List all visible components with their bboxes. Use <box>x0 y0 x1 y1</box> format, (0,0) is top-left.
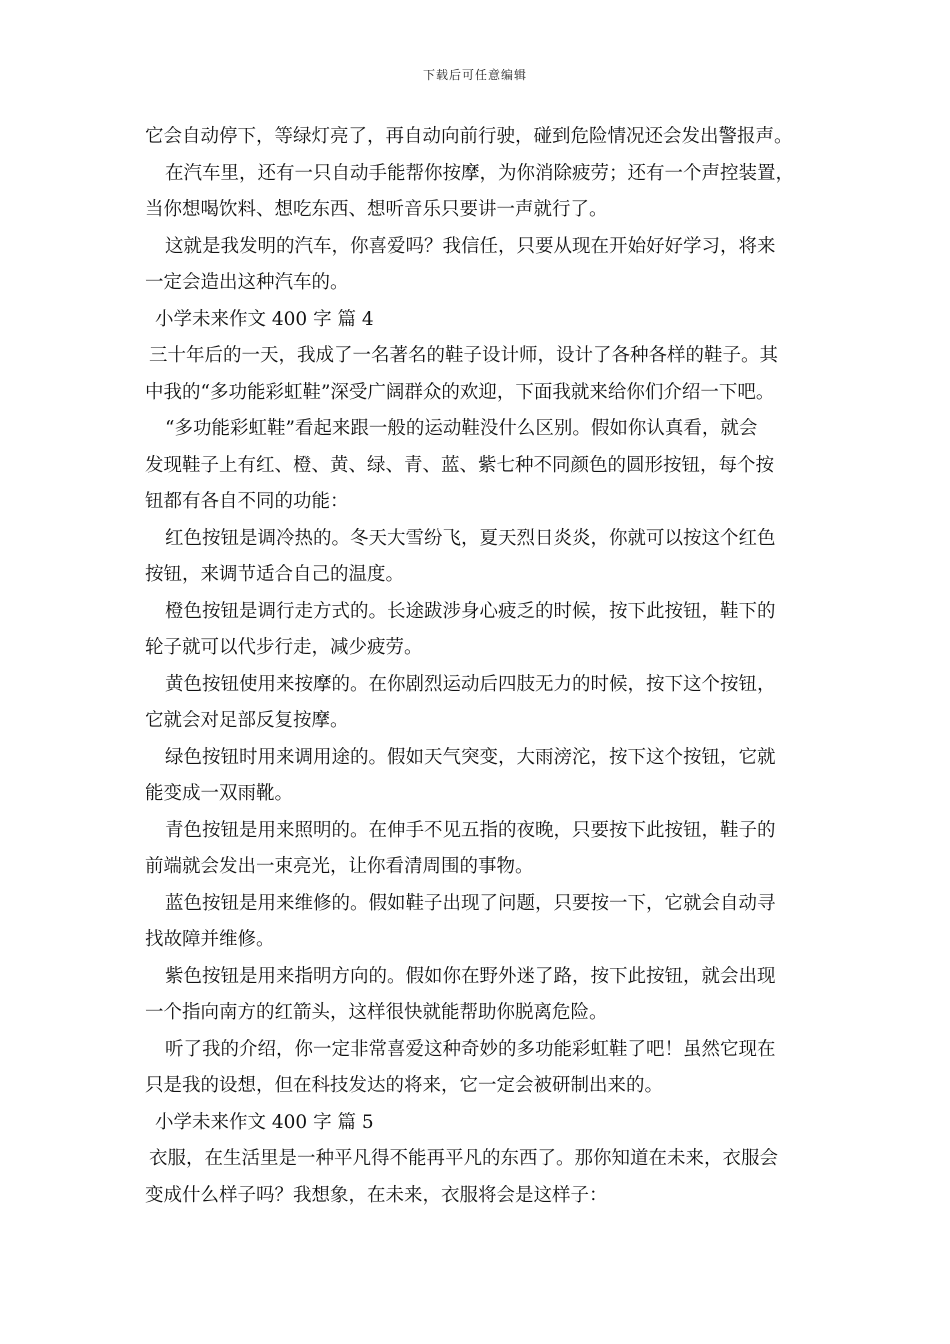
document-body <box>145 119 815 1214</box>
text-line: 它就会对足部反复按摩。 <box>145 710 349 731</box>
text-line: 只是我的设想，但在科技发达的将来，它一定会被研制出来的。 <box>145 1075 664 1096</box>
text-line: 钮都有各自不同的功能： <box>145 491 349 512</box>
paragraph-start-line: 橙色按钮是调行走方式的。长途跋涉身心疲乏的时候，按下此按钮，鞋下的 <box>165 600 776 622</box>
paragraph-start-line: 听了我的介绍，你一定非常喜爱这种奇妙的多功能彩虹鞋了吧！虽然它现在 <box>165 1038 776 1060</box>
text-line: 中我的“多功能彩虹鞋”深受广阔群众的欢迎，下面我就来给你们介绍一下吧。 <box>145 381 775 403</box>
text-line: 发现鞋子上有红、橙、黄、绿、青、蓝、紫七种不同颜色的圆形按钮，每个按 <box>145 454 775 476</box>
paragraph-start-line: 在汽车里，还有一只自动手能帮你按摩，为你消除疲劳；还有一个声控装置， <box>165 162 795 184</box>
text-line: 前端就会发出一束亮光，让你看清周围的事物。 <box>145 856 534 877</box>
text-line: 当你想喝饮料、想吃东西、想听音乐只要讲一声就行了。 <box>145 199 608 220</box>
paragraph-start-line: 三十年后的一天，我成了一名著名的鞋子设计师，设计了各种各样的鞋子。其 <box>149 345 779 366</box>
paragraph-start-line: 蓝色按钮是用来维修的。假如鞋子出现了问题，只要按一下，它就会自动寻 <box>165 892 776 914</box>
section-heading: 小学未来作文 400 字 篇 5 <box>155 1111 374 1133</box>
paragraph-start-line: “多功能彩虹鞋”看起来跟一般的运动鞋没什么区别。假如你认真看，就会 <box>165 418 758 439</box>
paragraph-start-line: 红色按钮是调冷热的。冬天大雪纷飞，夏天烈日炎炎，你就可以按这个红色 <box>165 527 776 549</box>
paragraph-start-line: 紫色按钮是用来指明方向的。假如你在野外迷了路，按下此按钮，就会出现 <box>165 965 776 987</box>
text-line: 它会自动停下，等绿灯亮了，再自动向前行驶，碰到危险情况还会发出警报声。 <box>145 126 793 147</box>
section-heading: 小学未来作文 400 字 篇 4 <box>155 308 374 330</box>
paragraph-start-line: 青色按钮是用来照明的。在伸手不见五指的夜晚，只要按下此按钮，鞋子的 <box>165 819 776 841</box>
text-line: 轮子就可以代步行走，减少疲劳。 <box>145 637 423 658</box>
text-line: 一个指向南方的红箭头，这样很快就能帮助你脱离危险。 <box>145 1002 608 1023</box>
text-line: 能变成一双雨靴。 <box>145 783 294 804</box>
text-line: 变成什么样子吗？我想象，在未来，衣服将会是这样子： <box>145 1184 608 1206</box>
page-header: 下载后可任意编辑 <box>422 68 527 82</box>
paragraph-start-line: 黄色按钮使用来按摩的。在你剧烈运动后四肢无力的时候，按下这个按钮， <box>165 673 776 695</box>
paragraph-start-line: 衣服，在生活里是一种平凡得不能再平凡的东西了。那你知道在未来，衣服会 <box>149 1148 779 1169</box>
text-line: 一定会造出这种汽车的。 <box>145 272 349 293</box>
text-line: 按钮，来调节适合自己的温度。 <box>145 564 405 585</box>
paragraph-start-line: 这就是我发明的汽车，你喜爱吗？我信任，只要从现在开始好好学习，将来 <box>165 235 776 257</box>
paragraph-start-line: 绿色按钮时用来调用途的。假如天气突变，大雨滂沱，按下这个按钮，它就 <box>165 746 776 768</box>
text-line: 找故障并维修。 <box>145 929 275 950</box>
